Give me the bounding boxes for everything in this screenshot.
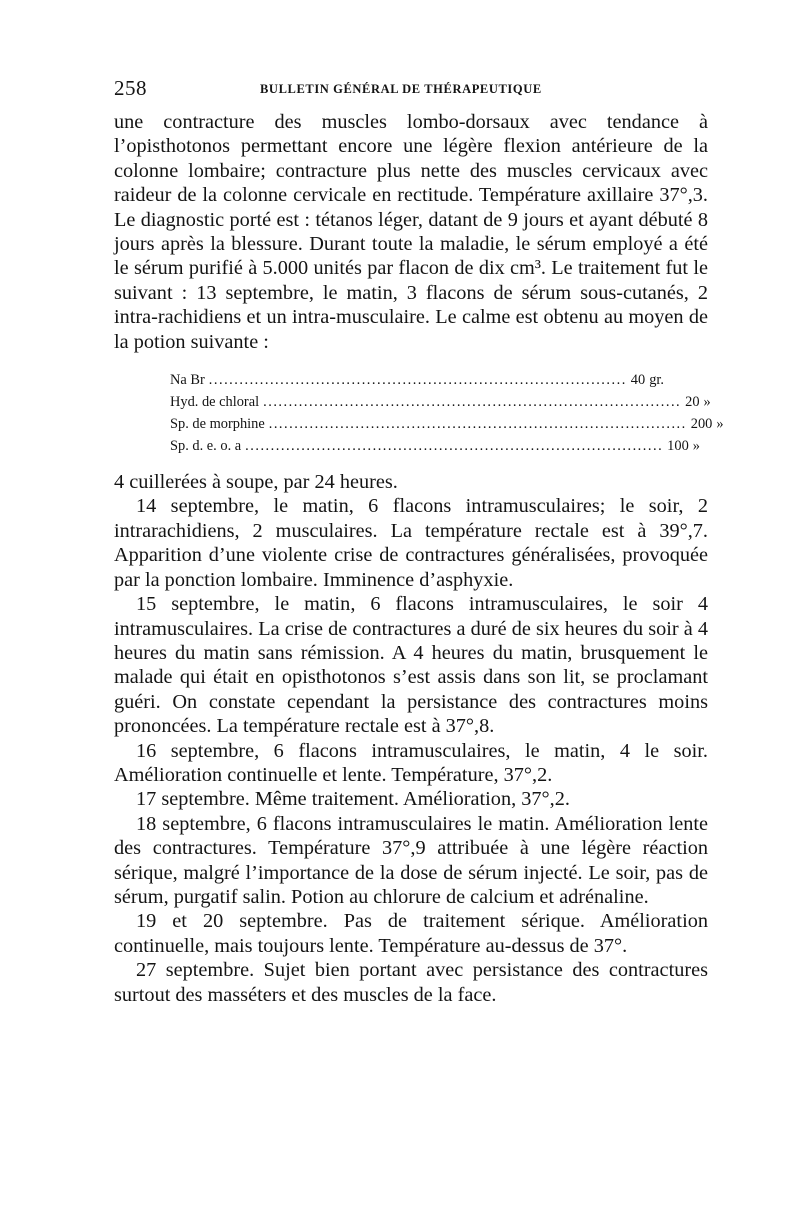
formula-quantity: 40	[630, 372, 646, 389]
paragraph-dosage: 4 cuillerées à soupe, par 24 heures.	[114, 471, 398, 494]
formula-ingredient: Hyd. de chloral	[170, 394, 260, 411]
paragraph-sept-19-20: 19 et 20 septembre. Pas de traitement sérique. Amélioration continuelle, mais toujours lente. Température au-dessus de 37°.	[114, 910, 708, 957]
formula-unit: »	[703, 394, 711, 411]
formula-ingredient: Sp. de morphine	[170, 416, 265, 433]
formula-unit: gr.	[649, 372, 664, 389]
formula-row	[170, 435, 700, 457]
formula-ingredient: Na Br	[170, 372, 205, 389]
paragraph-sept-18: 18 septembre, 6 flacons intramusculaires le matin. Amélioration lente des contractures. Température 37°,9 attribuée à une légère réaction sérique, malgré l’importance de la dose de sérum injecté. Le soir, pas de sérum, purgatif salin. Potion au chlorure de calcium et adrénaline.	[114, 812, 708, 908]
formula-quantity: 100	[667, 438, 689, 455]
formula-quantity: 200	[690, 416, 713, 433]
page-header	[114, 76, 714, 100]
paragraph-sept-16: 16 septembre, 6 flacons intramusculaires, le matin, 4 le soir. Amélioration continuelle et lente. Température, 37°,2.	[114, 739, 708, 786]
paragraph-sept-15: 15 septembre, le matin, 6 flacons intramusculaires, le soir 4 intramusculaires. La crise de contractures a duré de six heures du soir à 4 heures du matin sans rémission. A 4 heures du matin, brusquement le malade qui était en opisthotonos s’est assis dans son lit, se proclamant guéri. On constate cependant la persistance des contractures moins prononcées. La température rectale est à 37°,8.	[114, 593, 708, 738]
paragraph-sept-17: 17 septembre. Même traitement. Amélioration, 37°,2.	[136, 788, 570, 811]
running-title: BULLETIN GÉNÉRAL DE THÉRAPEUTIQUE	[260, 82, 542, 96]
formula-unit: »	[692, 438, 700, 455]
paragraph-opening: une contracture des muscles lombo-dorsaux avec tendance à l’opisthotonos permettant encore une légère flexion antérieure de la colonne lombaire; contracture plus nette des muscles cervicaux avec raideur de la colonne cervicale en rectitude. Température axillaire 37°,3. Le diagnostic porté est : tétanos léger, datant de 9 jours et ayant débuté 8 jours après la blessure. Durant toute la maladie, le sérum employé a été le sérum purifié à 5.000 unités par flacon de dix cm³. Le traitement fut le suivant : 13 septembre, le matin, 3 flacons de sérum sous-cutanés, 2 intra-rachidiens et un intra-musculaire. Le calme est obtenu au moyen de la potion suivante :	[114, 111, 708, 353]
formula-unit: »	[716, 416, 724, 433]
dot-leader: ..................................................................................	[263, 394, 682, 411]
formula-row	[170, 391, 711, 413]
prescription-formula	[170, 369, 724, 457]
page-number: 258	[114, 76, 147, 100]
dot-leader: ..................................................................................	[208, 372, 627, 389]
body-text	[114, 110, 724, 1007]
paragraph-sept-14: 14 septembre, le matin, 6 flacons intramusculaires; le soir, 2 intrarachidiens, 2 musculaires. La température rectale est à 39°,7. Apparition d’une violente crise de contractures généralisées, provoquée par la ponction lombaire. Imminence d’asphyxie.	[114, 495, 708, 591]
formula-ingredient: Sp. d. e. o. a	[170, 438, 242, 455]
dot-leader: ..................................................................................	[268, 416, 687, 433]
formula-row	[170, 413, 724, 435]
formula-quantity: 20	[685, 394, 700, 411]
paragraph-sept-27: 27 septembre. Sujet bien portant avec persistance des contractures surtout des masséters et des muscles de la face.	[114, 959, 708, 1006]
formula-row	[170, 369, 664, 391]
dot-leader: ..................................................................................	[245, 438, 664, 455]
